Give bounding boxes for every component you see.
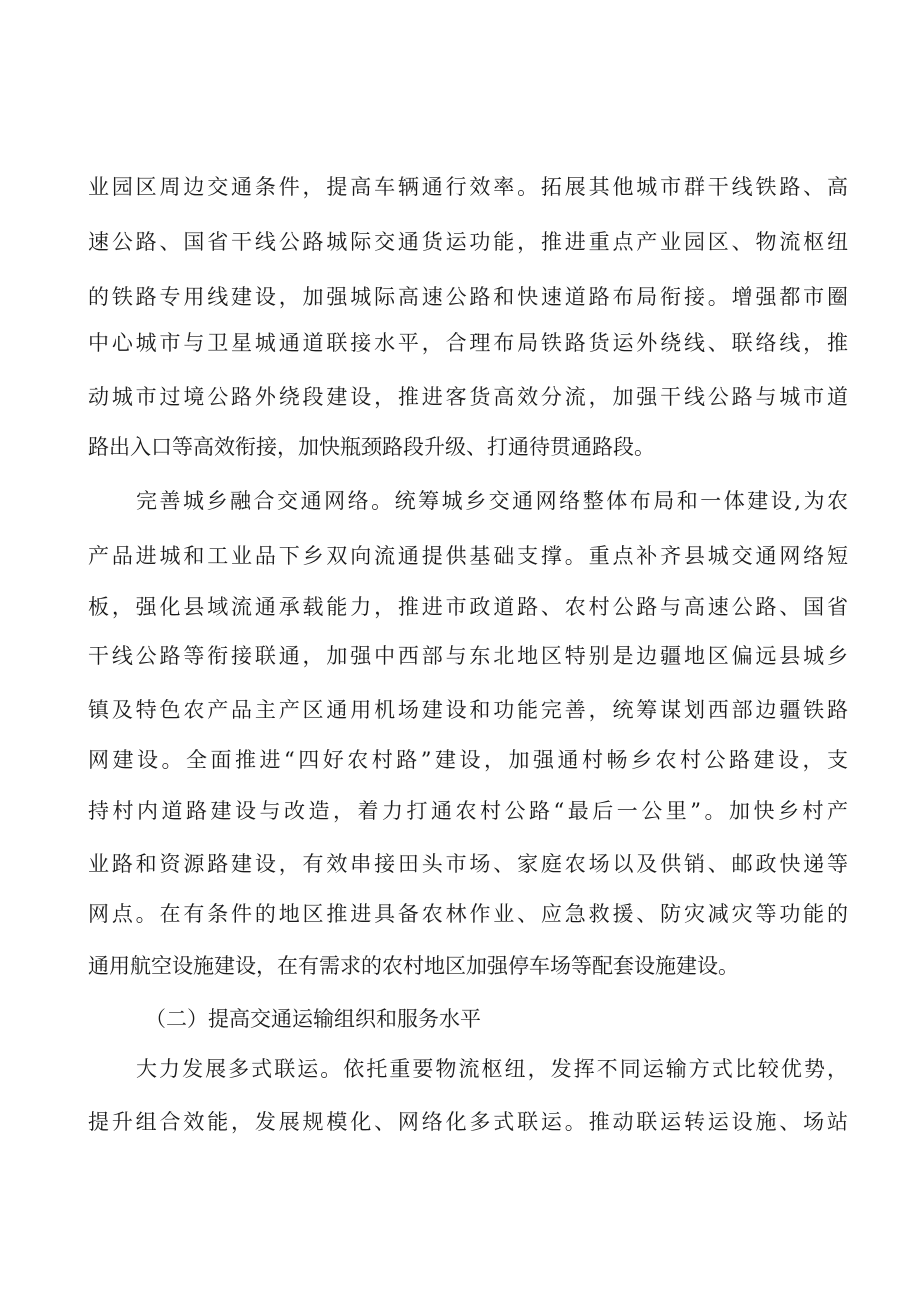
paragraph-2-line-4: 干线公路等衔接联通，加强中西部与东北地区特别是边疆地区偏远县城乡 bbox=[88, 644, 848, 668]
paragraph-3-line-1: 大力发展多式联运。依托重要物流枢纽，发挥不同运输方式比较优势， bbox=[136, 1057, 848, 1081]
paragraph-2-line-6: 网建设。全面推进“四好农村路”建设，加强通村畅乡农村公路建设，支 bbox=[88, 748, 848, 772]
paragraph-2-line-1: 完善城乡融合交通网络。统筹城乡交通网络整体布局和一体建设,为农 bbox=[136, 489, 848, 513]
paragraph-2-line-10: 通用航空设施建设，在有需求的农村地区加强停车场等配套设施建设。 bbox=[88, 954, 739, 978]
paragraph-1-line-1: 业园区周边交通条件，提高车辆通行效率。拓展其他城市群干线铁路、高 bbox=[88, 175, 848, 199]
paragraph-1-line-2: 速公路、国省干线公路城际交通货运功能，推进重点产业园区、物流枢纽 bbox=[88, 230, 848, 254]
paragraph-1-line-5: 动城市过境公路外绕段建设，推进客货高效分流，加强干线公路与城市道 bbox=[88, 385, 848, 409]
paragraph-1-line-4: 中心城市与卫星城通道联接水平，合理布局铁路货运外绕线、联络线，推 bbox=[88, 331, 848, 355]
paragraph-2-line-8: 业路和资源路建设，有效串接田头市场、家庭农场以及供销、邮政快递等 bbox=[88, 852, 848, 876]
paragraph-2-line-2: 产品进城和工业品下乡双向流通提供基础支撑。重点补齐县城交通网络短 bbox=[88, 544, 848, 568]
paragraph-2-line-5: 镇及特色农产品主产区通用机场建设和功能完善，统筹谋划西部边疆铁路 bbox=[88, 698, 848, 722]
paragraph-2-line-3: 板，强化县域流通承载能力，推进市政道路、农村公路与高速公路、国省 bbox=[88, 595, 848, 619]
paragraph-1-line-3: 的铁路专用线建设，加强城际高速公路和快速道路布局衔接。增强都市圈 bbox=[88, 285, 848, 309]
paragraph-2-line-9: 网点。在有条件的地区推进具备农林作业、应急救援、防灾减灾等功能的 bbox=[88, 902, 848, 926]
paragraph-2-line-7: 持村内道路建设与改造，着力打通农村公路“最后一公里”。加快乡村产 bbox=[88, 799, 848, 823]
section-heading: （二）提高交通运输组织和服务水平 bbox=[145, 1007, 481, 1031]
paragraph-3-line-2: 提升组合效能，发展规模化、网络化多式联运。推动联运转运设施、场站 bbox=[88, 1110, 848, 1134]
paragraph-1-line-6: 路出入口等高效衔接，加快瓶颈路段升级、打通待贯通路段。 bbox=[88, 435, 655, 459]
